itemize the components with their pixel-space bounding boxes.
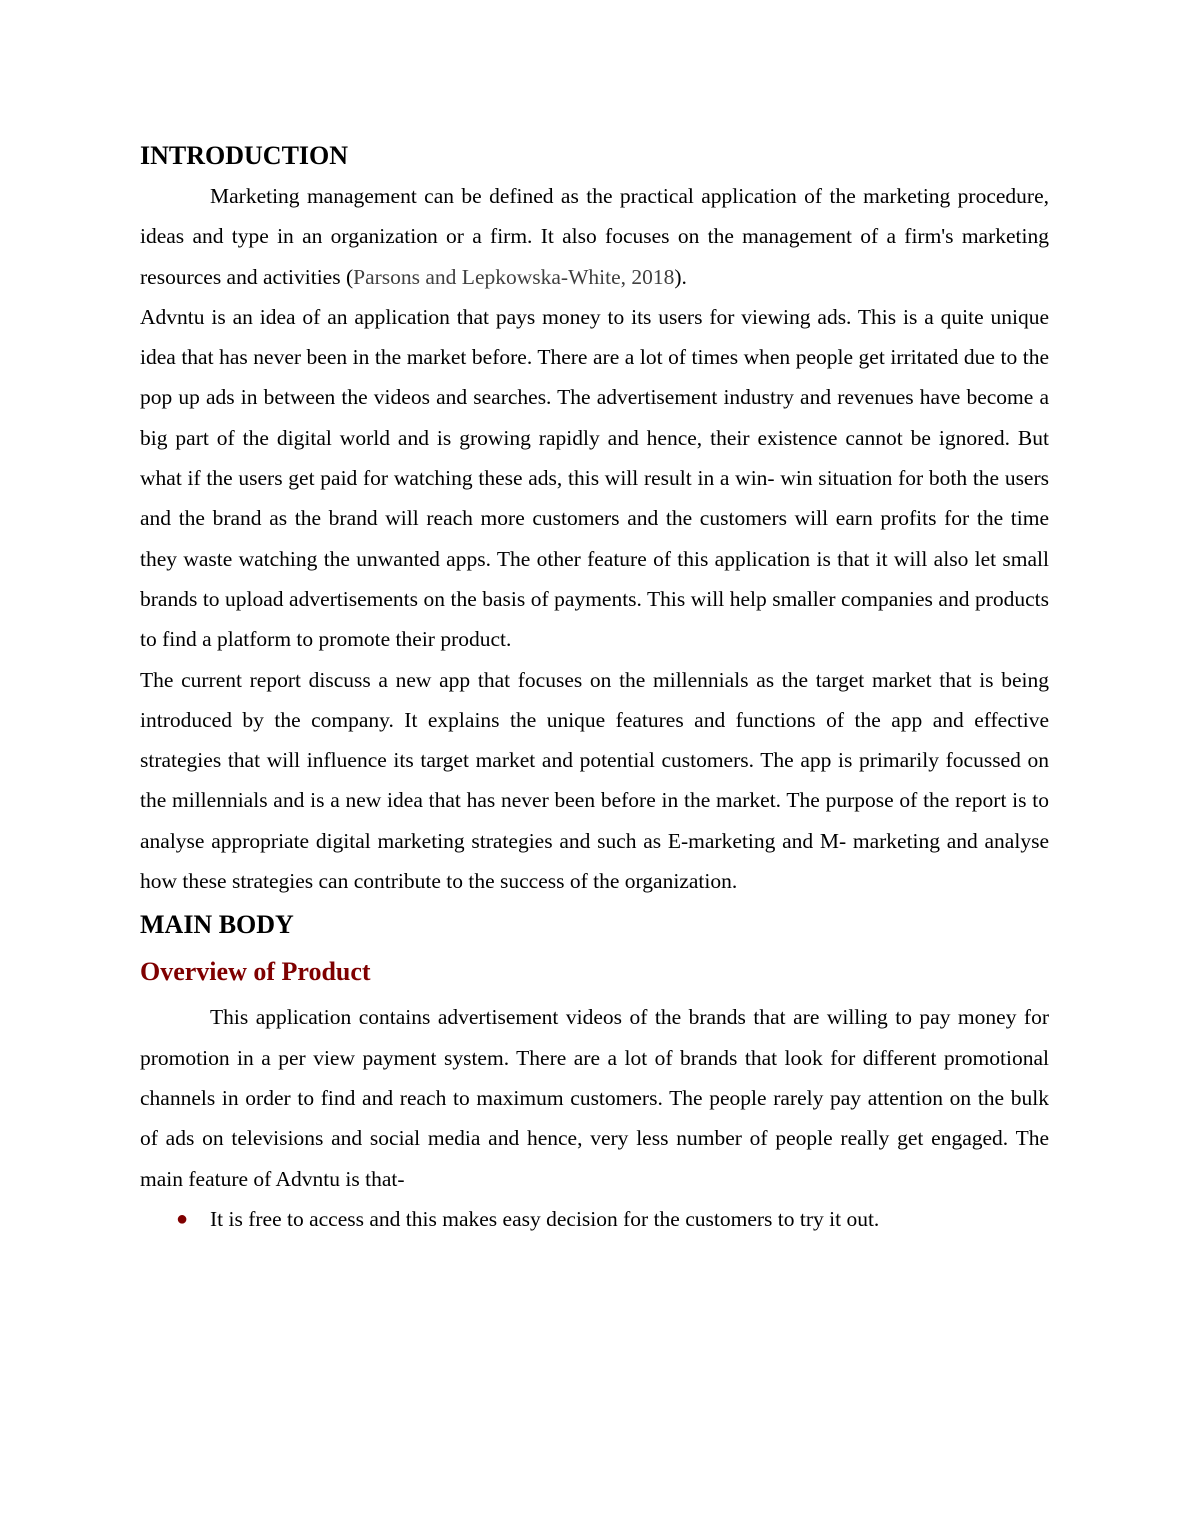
bullet-icon: ● (176, 1207, 189, 1230)
intro-paragraph-1-text: Marketing management can be defined as the practical application of the marketing procedure, ideas and type in an organization or a firm. It also focuses on the management of a firm's marketing resources and activities ( (140, 184, 1049, 289)
intro-paragraph-1 (140, 176, 1049, 297)
list-item-text: It is free to access and this makes easy decision for the customers to try it out. (210, 1206, 880, 1231)
intro-paragraph-3: The current report discuss a new app that focuses on the millennials as the target market that is being introduced by the company. It explains the unique features and functions of the app and effective strategies that will influence its target market and potential customers. The app is primarily focussed on the millennials and is a new idea that has never been before in the market. The purpose of the report is to analyse appropriate digital marketing strategies and such as E-marketing and M- marketing and analyse how these strategies can contribute to the success of the organization. (140, 667, 1049, 894)
citation: Parsons and Lepkowska-White, 2018 (353, 264, 675, 289)
list-item (140, 1199, 1049, 1239)
overview-subheading: Overview of Product (140, 957, 371, 987)
overview-paragraph: This application contains advertisement videos of the brands that are willing to pay money for promotion in a per view payment system. There are a lot of brands that look for different promotional channels in order to find and reach to maximum customers. The people rarely pay attention on the bulk of ads on televisions and social media and hence, very less number of people really get engaged. The main feature of Advntu is that- (140, 1005, 1049, 1191)
introduction-heading: INTRODUCTION (140, 141, 349, 170)
feature-list (140, 1199, 1049, 1239)
document-page (140, 138, 1049, 1239)
intro-paragraph-1-end: ). (674, 264, 687, 289)
main-body-heading: MAIN BODY (140, 910, 294, 940)
intro-paragraph-2: Advntu is an idea of an application that pays money to its users for viewing ads. This is a quite unique idea that has never been in the market before. There are a lot of times when people get irritated due to the pop up ads in between the videos and searches. The advertisement industry and revenues have become a big part of the digital world and is growing rapidly and hence, their existence cannot be ignored. But what if the users get paid for watching these ads, this will result in a win- win situation for both the users and the brand as the brand will reach more customers and the customers will earn profits for the time they waste watching the unwanted apps. The other feature of this application is that it will also let small brands to upload advertisements on the basis of payments. This will help smaller companies and products to find a platform to promote their product. (140, 304, 1049, 652)
